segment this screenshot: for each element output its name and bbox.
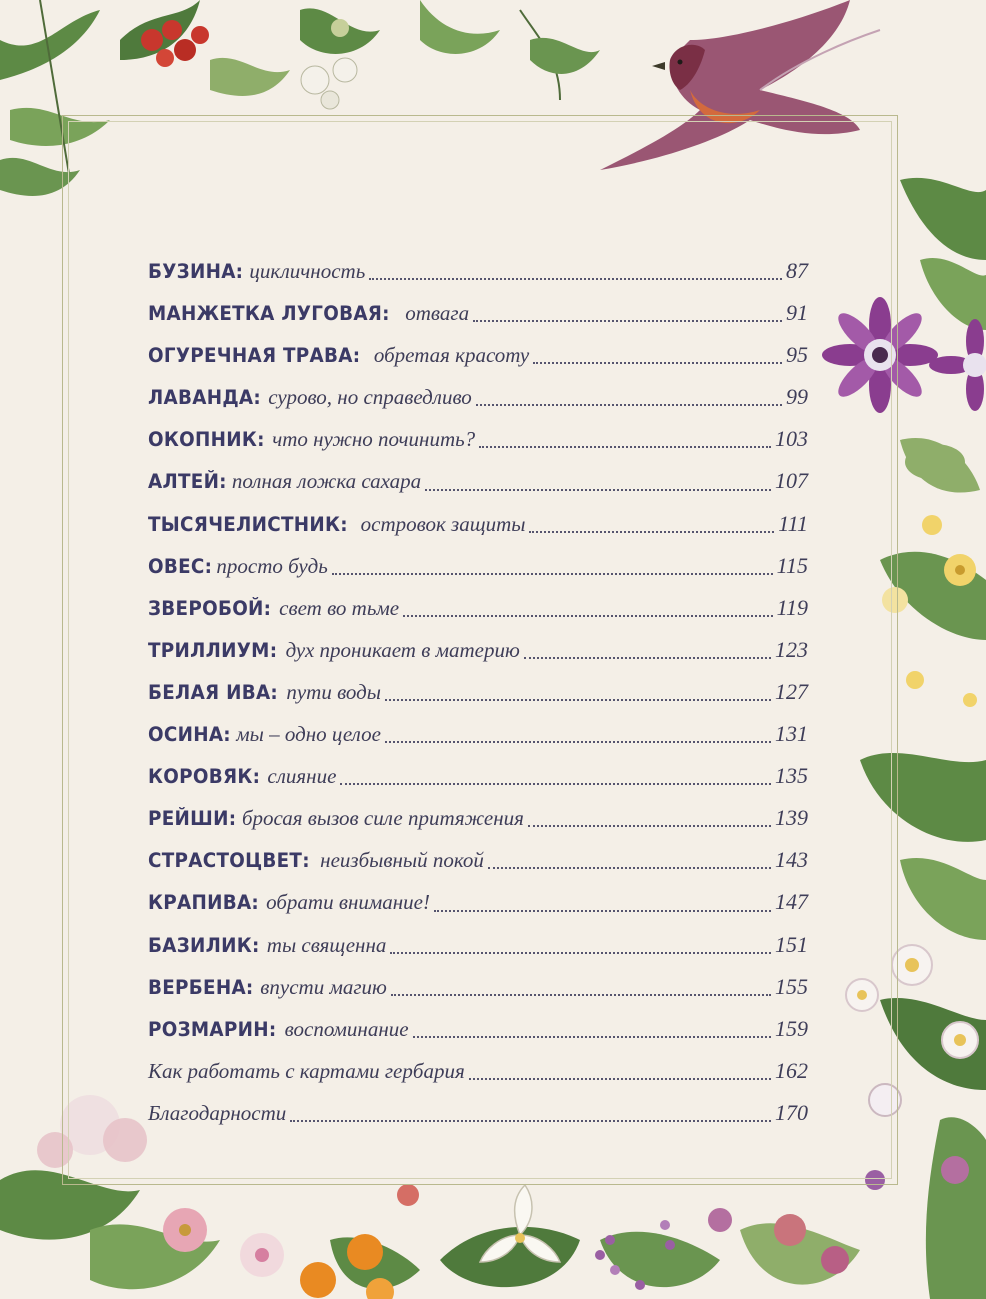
toc-entry-title: ЗВЕРОБОЙ:: [148, 596, 272, 620]
toc-leader-dots: [403, 614, 773, 617]
bottom-foliage: [0, 1170, 860, 1289]
toc-page-number: 87: [786, 258, 808, 283]
toc-entry-title: БАЗИЛИК:: [148, 933, 260, 957]
toc-leader-dots: [290, 1119, 771, 1122]
toc-entry-subtitle: просто будь: [216, 553, 328, 578]
toc-page-number: 159: [775, 1015, 808, 1041]
toc-page-number: 99: [786, 384, 808, 410]
toc-entry-subtitle: островок защиты: [360, 511, 526, 536]
toc-page-number: 119: [776, 594, 808, 620]
toc-page-number: 162: [775, 1057, 808, 1083]
toc-entry-title: ОВЕС:: [148, 554, 213, 578]
toc-page-number: 127: [775, 678, 808, 704]
toc-entry-subtitle: пути воды: [286, 679, 382, 704]
toc-entry-title: БУЗИНА:: [148, 260, 244, 283]
toc-entry[interactable]: [148, 881, 808, 923]
toc-entry-subtitle: воспоминание: [284, 1016, 409, 1041]
toc-leader-dots: [473, 319, 782, 322]
toc-page-number: 107: [775, 468, 808, 494]
toc-leader-dots: [390, 951, 771, 954]
toc-leader-dots: [340, 782, 771, 785]
toc-leader-dots: [385, 740, 771, 743]
toc-leader-dots: [332, 572, 773, 575]
toc-entry-subtitle: мы – одно целое: [236, 722, 381, 747]
toc-entry[interactable]: [148, 460, 808, 502]
toc-leader-dots: [469, 1077, 771, 1080]
toc-page-number: 151: [775, 931, 808, 957]
toc-entry-subtitle: полная ложка сахара: [231, 469, 422, 494]
toc-entry-title: РЕЙШИ:: [148, 807, 237, 831]
toc-entry-title: КОРОВЯК:: [148, 765, 261, 789]
toc-entry-subtitle: обретая красоту: [373, 343, 530, 368]
toc-entry-title: ОКОПНИК:: [148, 428, 265, 452]
toc-entry-subtitle: что нужно починить?: [272, 427, 476, 452]
toc-entry-subtitle: неизбывный покой: [320, 848, 484, 873]
toc-entry-subtitle: ты священна: [266, 932, 387, 957]
toc-entry-subtitle: бросая вызов силе притяжения: [241, 806, 524, 831]
toc-leader-dots: [425, 488, 771, 491]
toc-page-number: 123: [775, 636, 808, 662]
toc-entry[interactable]: [148, 418, 808, 460]
toc-entry-title: Благодарности: [148, 1100, 287, 1125]
toc-page-number: 170: [775, 1099, 808, 1125]
toc-entry-subtitle: цикличность: [249, 259, 366, 283]
toc-entry[interactable]: [148, 545, 808, 587]
toc-entry-subtitle: отвага: [405, 301, 470, 326]
toc-page-number: 143: [775, 847, 808, 873]
toc-page-number: 135: [775, 763, 808, 789]
toc-entry[interactable]: [148, 250, 808, 292]
toc-entry[interactable]: [148, 1008, 808, 1050]
toc-entry[interactable]: [148, 292, 808, 334]
toc-entry[interactable]: [148, 629, 808, 671]
toc-entry-subtitle: обрати внимание!: [266, 890, 430, 915]
toc-entry-title: ТЫСЯЧЕЛИСТНИК:: [148, 512, 348, 536]
toc-entry-appendix[interactable]: [148, 1050, 808, 1092]
toc-entry-subtitle: дух проникает в материю: [285, 637, 520, 662]
toc-entry-title: ТРИЛЛИУМ:: [148, 638, 278, 662]
toc-entry-title: МАНЖЕТКА ЛУГОВАЯ:: [148, 302, 390, 326]
toc-leader-dots: [434, 909, 771, 912]
toc-entry[interactable]: [148, 755, 808, 797]
toc-entry[interactable]: [148, 334, 808, 376]
toc-entry-subtitle: впусти магию: [260, 974, 387, 999]
table-of-contents: [148, 250, 808, 1134]
toc-page-number: 111: [778, 510, 808, 536]
toc-entry[interactable]: [148, 924, 808, 966]
toc-entry[interactable]: [148, 713, 808, 755]
toc-entry-acknowledgements[interactable]: [148, 1092, 808, 1134]
toc-page-number: 103: [775, 426, 808, 452]
toc-page-number: 139: [775, 805, 808, 831]
toc-leader-dots: [391, 993, 771, 996]
toc-page-number: 131: [775, 721, 808, 747]
toc-entry-subtitle: свет во тьме: [279, 595, 400, 620]
toc-entry[interactable]: [148, 839, 808, 881]
toc-leader-dots: [369, 277, 782, 280]
toc-leader-dots: [385, 698, 771, 701]
toc-entry-title: ЛАВАНДА:: [148, 386, 262, 410]
toc-leader-dots: [528, 824, 771, 827]
toc-leader-dots: [533, 361, 782, 364]
toc-leader-dots: [479, 445, 771, 448]
toc-entry[interactable]: [148, 587, 808, 629]
toc-page-number: 155: [775, 973, 808, 999]
toc-entry[interactable]: [148, 503, 808, 545]
toc-entry-subtitle: сурово, но справедливо: [268, 385, 472, 410]
toc-entry[interactable]: [148, 797, 808, 839]
toc-entry-title: СТРАСТОЦВЕТ:: [148, 849, 310, 873]
toc-entry[interactable]: [148, 671, 808, 713]
toc-entry-title: ВЕРБЕНА:: [148, 975, 254, 999]
toc-entry-title: ОСИНА:: [148, 723, 231, 747]
toc-leader-dots: [488, 866, 771, 869]
toc-entry-title: РОЗМАРИН:: [148, 1017, 277, 1041]
toc-entry-title: ОГУРЕЧНАЯ ТРАВА:: [148, 344, 361, 368]
toc-entry-subtitle: слияние: [267, 764, 337, 789]
toc-entry-title: КРАПИВА:: [148, 891, 260, 915]
toc-entry-title: БЕЛАЯ ИВА:: [148, 680, 279, 704]
toc-entry-title: АЛТЕЙ:: [148, 470, 227, 494]
toc-entry[interactable]: [148, 376, 808, 418]
toc-leader-dots: [413, 1035, 771, 1038]
toc-entry-title: Как работать с картами гербария: [148, 1058, 465, 1083]
toc-leader-dots: [529, 530, 774, 533]
toc-page-number: 115: [776, 552, 808, 578]
toc-page-number: 91: [786, 300, 808, 326]
toc-page-number: 147: [775, 889, 808, 915]
toc-page-number: 95: [786, 342, 808, 368]
toc-entry[interactable]: [148, 966, 808, 1008]
toc-leader-dots: [476, 403, 782, 406]
toc-leader-dots: [524, 656, 771, 659]
